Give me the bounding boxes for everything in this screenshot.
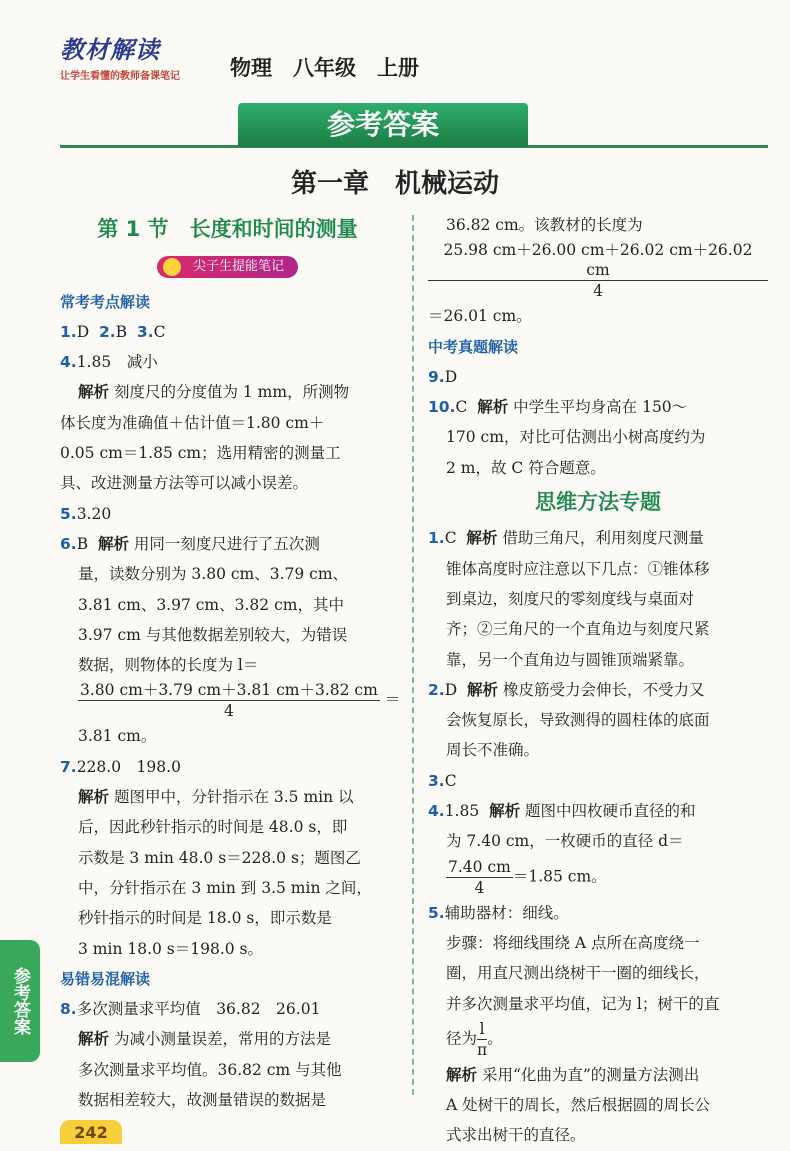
graduation-cap-icon	[163, 258, 181, 276]
answers-banner: 参考答案	[238, 103, 528, 147]
brand-logo	[60, 30, 180, 82]
answer-1-3: 1.D 2.B 3.C	[60, 322, 166, 341]
method-answer-3: 3.C	[428, 771, 457, 790]
fraction-s4: $\frac{7.40 cm}{4}$ ＝1.85 cm。	[448, 857, 607, 897]
section-title: 第 1 节 长度和时间的测量	[97, 217, 358, 241]
method-answer-1: 1.C 解析 借助三角尺，利用刻度尺测量	[428, 529, 704, 548]
column-divider	[412, 215, 414, 1095]
method-answer-4: 4.1.85 解析 题图中四枚硬币直径的和	[428, 802, 696, 821]
answer-6: 6.B 解析 用同一刻度尺进行了五次测	[60, 534, 320, 553]
section-thinking-methods: 思维方法专题	[535, 490, 661, 515]
fraction-6: $\frac{3.80 cm+3.79 cm+3.81 cm+3.82 cm}{4}$ ＝	[80, 681, 401, 721]
answer-7: 7.228.0 198.0	[60, 757, 181, 776]
answer-4: 4.1.85 减小	[60, 353, 158, 372]
left-column: 第 1 节 长度和时间的测量 尖子生提能笔记 常考考点解读 1.D 2.B 3.C 4.1.85 减小 解析 刻度尺的分度值为 1 mm，所测物 体长度为准确值＋估计值＝1.80 cm＋ 0.05 cm＝1.85 cm；选用精密的测量工 具、改进测量方法等可以减小误差。 5.3.20 6.B 解析 用同一刻度尺进行了五次测 量，读数分别为 3.80 cm、3.79 cm、 3.81 cm、3.97 cm、3.82 cm，其中 3.97 cm 与其他数据差别较大，为错误 数据，则物体的长度为 l＝ $\frac{3.80 cm+3.79 cm+3.81 cm+3.82 cm}{4}$ ＝ 3.81 cm。 7.228.0 198.0 解析 题图甲中，分针指示在 3.5 min 以 后，因此秒针指示的时间是 48.0 s，即 示数是 3 min 48.0 s＝228.0 s；题图乙 中，分针指示在 3 min 到 3.5 min 之间， 秒针指示的时间是 18.0 s，即示数是 3 min 18.0 s＝198.0 s。 易错易混解读 8.多次测量求平均值 36.82 26.01 解析 为减小测量误差，常用的方法是 多次测量求平均值。36.82 cm 与其他 数据相差较大，故测量错误的数据是	[60, 210, 395, 1115]
brand-slogan: 让学生看懂的教师备课笔记	[60, 71, 180, 82]
explanation-4: 解析 刻度尺的分度值为 1 mm，所测物	[78, 383, 350, 402]
fraction-8: $\frac{25.98 cm+26.00 cm+26.02 cm+26.02 cm}{4}$	[428, 240, 768, 301]
fraction-s5: 径为 $\frac{l}{\pi}$ 。	[446, 1019, 503, 1059]
answer-8: 8.多次测量求平均值 36.82 26.01	[60, 1000, 321, 1019]
method-answer-5: 5.辅助器材：细线。	[428, 903, 569, 922]
brand-name: 教材解读	[60, 36, 160, 64]
explanation-8: 解析 为减小测量误差，常用的方法是	[78, 1030, 331, 1049]
answer-10: 10.C 解析 中学生平均身高在 150～	[428, 398, 688, 417]
chapter-title: 第一章 机械运动	[290, 169, 499, 199]
heading-common-errors: 易错易混解读	[60, 969, 151, 988]
page-number: 242	[60, 1120, 122, 1144]
answer-5: 5.3.20	[60, 504, 112, 523]
explanation-7: 解析 题图甲中，分针指示在 3.5 min 以	[78, 788, 354, 807]
heading-exam-questions: 中考真题解读	[428, 337, 519, 356]
right-column: 36.82 cm。该教材的长度为 $\frac{25.98 cm+26.00 cm+26.02 cm+26.02 cm}{4}$ ＝26.01 cm。 中考真题解读 9.D 10.C 解析 中学生平均身高在 150～ 170 cm，对比可估测出小树高度约为 2 m，故 C 符合题意。 思维方法专题 1.C 解析 借助三角尺，利用刻度尺测量 锥体高度时应注意以下几点：①锥体移 到桌边，刻度尺的零刻度线与桌面对 齐；②三角尺的一个直角边与刻度尺紧 靠，另一个直角边与圆锥顶端紧靠。 2.D 解析 橡皮筋受力会伸长，不受力又 会恢复原长，导致测得的圆柱体的底面 周长不准确。 3.C 4.1.85 解析 题图中四枚硬币直径的和 为 7.40 cm，一枚硬币的直径 d＝ $\frac{7.40 cm}{4}$ ＝1.85 cm。 5.辅助器材：细线。 步骤：将细线围绕 A 点所在高度绕一 圈，用直尺测出绕树干一圈的细线长， 并多次测量求平均值，记为 l；树干的直 径为 $\frac{l}{\pi}$ 。 解析 采用“化曲为直”的测量方法测出 A 处树干的周长，然后根据圆的周长公 式求出树干的直径。	[428, 210, 768, 1151]
explanation-s5: 解析 采用“化曲为直”的测量方法测出	[446, 1065, 700, 1084]
notes-tag-label: 尖子生提能笔记	[192, 259, 284, 275]
answer-9: 9.D	[428, 367, 458, 386]
subject-title: 物理 八年级 上册	[230, 55, 419, 80]
method-answer-2: 2.D 解析 橡皮筋受力会伸长，不受力又	[428, 680, 705, 699]
notes-tag	[157, 256, 298, 278]
side-tab-answers: 参考答案	[0, 940, 40, 1062]
heading-key-points: 常考考点解读	[60, 292, 151, 311]
